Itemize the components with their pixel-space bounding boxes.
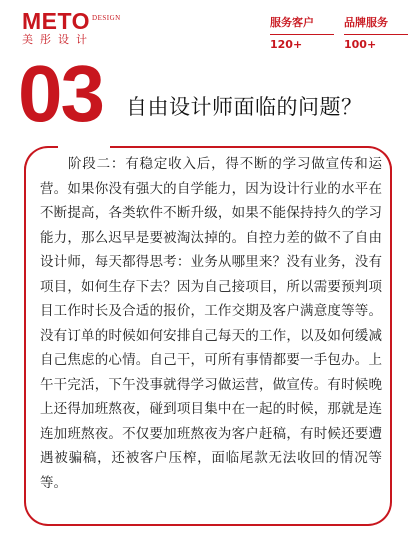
stat-value: 100+	[344, 38, 377, 51]
stat-label: 品牌服务	[344, 16, 388, 29]
brand-logo	[22, 10, 121, 46]
logo-chinese-name: 美彤设计	[22, 33, 94, 46]
logo-wordmark: METO	[22, 8, 91, 34]
stat-divider	[344, 34, 408, 35]
section-number: 03	[18, 49, 103, 138]
stat-value: 120+	[270, 38, 303, 51]
stat-brands	[344, 16, 408, 52]
logo-design-label: DESIGN	[92, 14, 121, 22]
stat-label: 服务客户	[270, 16, 314, 29]
section-title: 自由设计师面临的问题？	[126, 95, 363, 119]
body-paragraph: 阶段二：有稳定收入后，得不断的学习做宣传和运营。如果你没有强大的自学能力，因为设计行业的水平在不断提高，各类软件不断升级，如果不能保持持久的学习能力，那么迟早是要被淘汰掉的。自控力差的做不了自由设计师，每天都得思考：业务从哪里来？没有业务，没有项目，如何生存下去？因为自己接项目，所以需要预判项目工作时长及合适的报价，工作交期及客户满意度等等。没有订单的时候如何安排自己每天的工作，以及如何缓减自己焦虑的心情。自己干，可所有事情都要一手包办。上午干完活，下午没事就得学习做运营，做宣传。有时候晚上还得加班熬夜，碰到项目集中在一起的时候，那就是连连加班熬夜。不仅要加班熬夜为客户赶稿，有时候还要遭遇被骗稿，还被客户压榨，面临尾款无法收回的情况等等。	[40, 156, 382, 491]
stat-clients	[270, 16, 334, 52]
stat-divider	[270, 34, 334, 35]
